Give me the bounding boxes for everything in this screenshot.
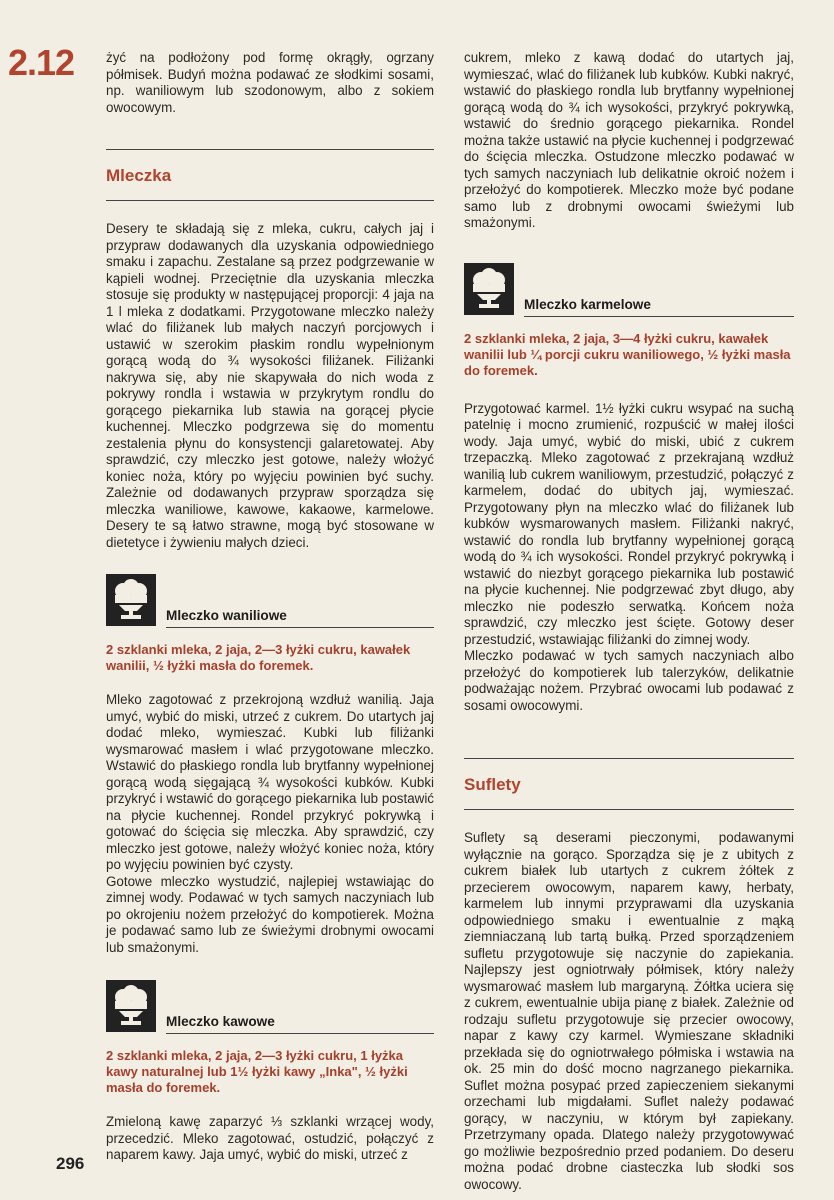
ingredients-kawowe: 2 szklanki mleka, 2 jaja, 2—3 łyżki cukru, 1 łyżka kawy naturalnej lub 1½ łyżki kawy „Inka", ½ łyżki masła do foremek. [106, 1048, 408, 1095]
section-divider [464, 758, 794, 759]
recipe-text-waniliowe-2: Gotowe mleczko wystudzić, najlepiej wstawiając do zimnej wody. Podawać w tych samych naczyniach lub po okrojeniu nożem przełożyć do kompotierek. Można je podawać samo lub ze świeżymi drobnymi owocami lub smażonymi. [106, 873, 434, 955]
recipe-title-waniliowe: Mleczko waniliowe [166, 608, 287, 623]
header-rule [524, 316, 794, 317]
header-rule [166, 627, 434, 628]
ingredients-waniliowe: 2 szklanki mleka, 2 jaja, 2—3 łyżki cukru, kawałek wanilii, ½ łyżki masła do foremek. [106, 642, 411, 673]
section-title-suflety: Suflety [464, 775, 521, 794]
recipe-text-kawowe: Zmieloną kawę zaparzyć ⅓ szklanki wrzącej wody, przecedzić. Mleko zagotować, ostudzić, połączyć z naparem kawy. Jaja umyć, wybić do miski, utrzeć z [106, 1114, 434, 1162]
section-divider [464, 809, 794, 810]
intro-paragraph: żyć na podłożony pod formę okrągły, ogrzany półmisek. Budyń można podawać ze słodkimi sosami, np. waniliowym lub szodonowym, albo z sokiem owocowym. [106, 50, 434, 115]
recipe-text-karmelowe: Przygotować karmel. 1½ łyżki cukru wsypać na suchą patelnię i mocno zrumienić, rozpuścić w małej ilości wody. Jaja umyć, wybić do miski, ubić z cukrem trzepaczką. Mleko zagotować z przekrajaną wzdłuż wanilią lub cukrem waniliowym, przestudzić, połączyć z karmelem, dodać do ubitych jaj, wymieszać. Przygotowany płyn na mleczko wlać do filiżanek lub kubków wysmarowanych masłem. Filiżanki nakryć, wstawić do rondla lub brytfanny wypełnionej gorącą wodą do ¾ ich wysokości. Rondel przykryć pokrywką i wstawić do niezbyt gorącego piekarnika lub postawić na płycie kuchennej. Nie podgrzewać zbyt długo, aby mleczko nie podeszło serwatką. Końcem noża sprawdzić, czy mleczko jest ścięte. Gotowy deser przestudzić, wstawiając filiżanki do zimnej wody. [464, 400, 794, 647]
recipe-text-waniliowe: Mleko zagotować z przekrojoną wzdłuż wanilią. Jaja umyć, wybić do miski, utrzeć z cukrem. Do utartych jaj dodać mleko, wymieszać. Kubki lub filiżanki wysmarować masłem i wlać przygotowane mleczko. Wstawić do płaskiego rondla lub brytfanny wypełnionej gorącą wodą sięgającą ¾ wysokości kubków. Kubki przykryć i wstawić do gorącego piekarnika lub postawić na płycie kuchennej. Rondel przykryć pokrywką i gotować do ścięcia się mleczka. Aby sprawdzić, czy mleczko jest gotowe, należy włożyć koniec noża, który po wyjęciu powinien być czysty. [106, 692, 434, 872]
recipe-header-waniliowe [106, 572, 434, 628]
recipe-title-karmelowe: Mleczko karmelowe [524, 296, 651, 312]
section-divider [106, 200, 434, 201]
dessert-cup-icon [106, 574, 156, 626]
section-title-mleczka: Mleczka [106, 166, 172, 185]
recipe-header-kawowe [106, 978, 434, 1034]
chapter-number: 2.12 [8, 42, 75, 83]
page-number: 296 [56, 1154, 85, 1173]
left-column [106, 50, 434, 1164]
suflety-paragraph: Suflety są deserami pieczonymi, podawanymi wyłącznie na gorąco. Sporządza się je z ubitych z cukrem białek lub utartych z cukrem żółtek z przecierem owocowym, naparem kawy, herbaty, karmelem lub innymi przyprawami dla uzyskania odpowiedniego smaku i ewentualnie z mąką ziemniaczaną lub tartą bułką. Przed sporządzeniem sufletu przygotowuje się naczynie do zapiekania. Najlepszy jest ogniotrwały półmisek, który należy wysmarować masłem lub margaryną. Żółtka uciera się z cukrem, ewentualnie ubija pianę z białek. Zależnie od rodzaju sufletu przygotowuje się przecier owocowy, napar z kawy czy karmel. Wymieszane składniki przekłada się do ogniotrwałego półmiska i wstawia na ok. 25 min do dość mocno nagrzanego piekarnika. Suflet można posypać przed zapieczeniem siekanymi orzechami lub migdałami. Suflet należy podawać gorący, w naczyniu, w którym był zapiekany. Przetrzymany opada. Dlatego należy przygotowywać go możliwie bezpośrednio przed podaniem. Do deseru można podać drobne ciasteczka lub słodki sos owocowy. [464, 830, 794, 1192]
header-rule [166, 1033, 434, 1034]
recipe-header-karmelowe [464, 261, 794, 317]
recipe-text-karmelowe-2: Mleczko podawać w tych samych naczyniach albo przełożyć do kompotierek lub talerzyków, delikatnie podważając nożem. Przybrać owocami lub podawać z sosami owocowymi. [464, 648, 794, 713]
kawowe-continued: cukrem, mleko z kawą dodać do utartych jaj, wymieszać, wlać do filiżanek lub kubków. Kubki nakryć, wstawić do płaskiego rondla lub brytfanny wypełnionej gorącą wodą do ¾ ich wysokości, przykryć pokrywką, wstawić do średnio gorącego piekarnika. Rondel można także ustawić na płycie kuchennej i podgrzewać do ścięcia mleczka. Ostudzone mleczko podawać w tych samych naczyniach lub delikatnie okroić nożem i przełożyć do kompotierek. Mleczko może być podane samo lub z drobnymi owocami świeżymi lub smażonymi. [464, 50, 794, 230]
mleczka-paragraph: Desery te składają się z mleka, cukru, całych jaj i przypraw dodawanych dla uzyskania odpowiedniego smaku i zapachu. Zestalane są przez podgrzewanie w kąpieli wodnej. Przeciętnie dla uzyskania mleczka stosuje się produkty w następującej proporcji: 4 jaja na 1 l mleka z dodatkami. Przygotowane mleczko należy wlać do filiżanek lub małych naczyń porcjowych i ustawić w szerokim płaskim rondlu wypełnionym gorącą wodą do ¾ wysokości filiżanek. Filiżanki nakrywa się, aby nie skapywała do nich woda z pokrywy rondla i wstawia w przykrytym rondlu do gorącego piekarnika lub stawia na gorącej płycie kuchennej. Mleczko podgrzewa się do momentu zestalenia płynu do konsystencji galaretowatej. Aby sprawdzić, czy mleczko jest gotowe, należy włożyć koniec noża, który po wyjęciu powinien być suchy. Zależnie od dodawanych przypraw sporządza się mleczka waniliowe, kawowe, kakaowe, karmelowe. Desery te są łatwo strawne, mogą być stosowane w dietetyce i żywieniu małych dzieci. [106, 221, 434, 550]
right-column [464, 50, 794, 1193]
section-divider [106, 149, 434, 150]
dessert-cup-icon [106, 980, 156, 1032]
recipe-title-kawowe: Mleczko kawowe [166, 1014, 275, 1029]
ingredients-karmelowe: 2 szklanki mleka, 2 jaja, 3—4 łyżki cukru, kawałek wanilii lub ¼ porcji cukru waniliowego, ½ łyżki masła do foremek. [464, 330, 791, 378]
dessert-cup-icon [464, 263, 514, 315]
